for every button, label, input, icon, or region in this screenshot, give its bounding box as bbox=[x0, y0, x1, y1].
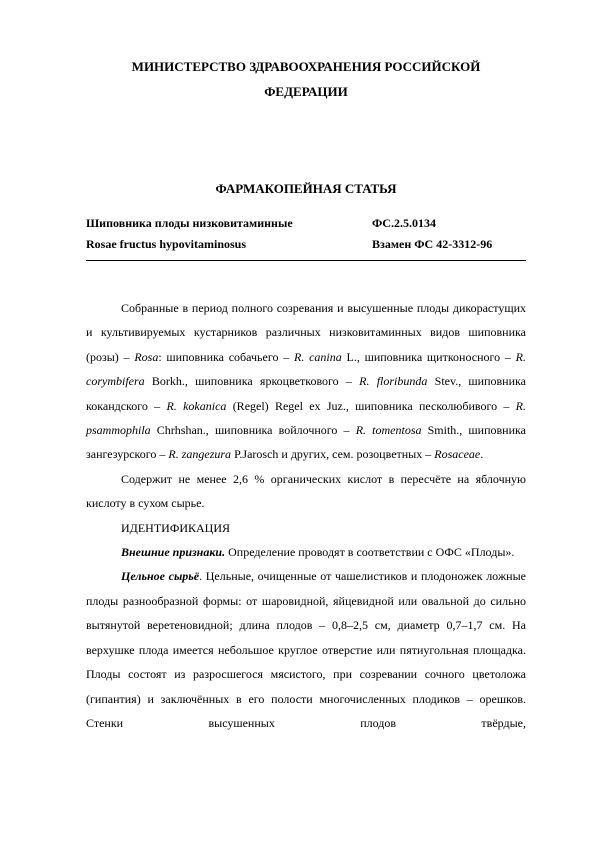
taxon-name: R. zangezura bbox=[168, 447, 232, 462]
paragraph-whole-material bbox=[86, 564, 526, 735]
taxon-name: R. kokanica bbox=[166, 398, 227, 413]
text-run: Определение проводят в соответствии с ОФС «Плоды». bbox=[225, 545, 515, 560]
family-name: Rosaceae bbox=[434, 447, 481, 462]
text-run: Собранные в период полного созревания и высушенные плоды дикорастущих и культивируемых кустарников различных низковитаминных видов шиповника (розы) – bbox=[86, 301, 526, 364]
text-run: (Regel) Regel ex Juz., шиповника песколюбивого – bbox=[226, 398, 516, 413]
header-divider bbox=[86, 260, 526, 261]
text-run: P.Jarosch и других, сем. розоцветных – bbox=[231, 447, 435, 462]
monograph-code: ФС.2.5.0134 bbox=[372, 216, 436, 230]
taxon-name: R. corymbifera bbox=[86, 349, 526, 389]
monograph-name-latin: Rosae fructus hypovitaminosus bbox=[86, 237, 247, 251]
monograph-name-ru: Шиповника плоды низковитаминные bbox=[86, 216, 293, 230]
text-run: L., шиповника щитконосного – bbox=[341, 349, 516, 364]
ministry-line-1: МИНИСТЕРСТВО ЗДРАВООХРАНЕНИЯ РОССИЙСКОЙ bbox=[131, 59, 481, 74]
document-body bbox=[86, 296, 526, 735]
text-run: Smith., шиповника зангезурского – bbox=[86, 423, 526, 462]
taxon-name: R. canina bbox=[293, 349, 342, 364]
paragraph-content: Содержит не менее 2,6 % органических кислот в пересчёте на яблочную кислоту в сухом сырье. bbox=[86, 471, 526, 511]
subsection-label: Внешние признаки. bbox=[121, 545, 226, 560]
text-run: . Цельные, очищенные от чашелистиков и плодоножек ложные плоды разнообразной формы: от шаровидной, яйцевидной или овальной до сильно вытянутой веретеновидной; длина плодов – 0,8–2,5 см, диаметр 0,7–1,7 см. На верхушке плода имеется небольшое круглое отверстие или пятиугольная площадка. Плоды состоят из разросшегося мясистого, при созревании сочного цветоложа (гипантия) и заключённых в его полости многочисленных плодиков – орешков. Стенки высушенных плодов твёрдые, bbox=[86, 569, 526, 730]
paragraph-external-features bbox=[86, 540, 526, 564]
text-run: Borkh., шиповника яркоцветкового – bbox=[144, 374, 360, 389]
taxon-name: R. tomentosa bbox=[355, 423, 422, 438]
section-heading-identification: ИДЕНТИФИКАЦИЯ bbox=[121, 520, 230, 535]
taxon-name: Rosa bbox=[134, 349, 159, 364]
text-run: : шиповника собачьего – bbox=[158, 349, 294, 364]
paragraph-definition bbox=[86, 296, 526, 467]
ministry-line-2: ФЕДЕРАЦИИ bbox=[264, 84, 348, 99]
monograph-replaces: Взамен ФС 42-3312-96 bbox=[372, 237, 493, 251]
taxon-name: R. floribunda bbox=[359, 374, 428, 389]
text-run: Stev., шиповника кокандского – bbox=[86, 374, 526, 413]
ministry-heading bbox=[86, 54, 526, 104]
document-title: ФАРМАКОПЕЙНАЯ СТАТЬЯ bbox=[215, 181, 397, 196]
taxon-name: R. psammophila bbox=[86, 398, 526, 438]
subsection-label: Цельное сырьё bbox=[121, 569, 200, 584]
text-run: Chrhshan., шиповника войлочного – bbox=[150, 423, 356, 438]
text-run: . bbox=[480, 447, 484, 462]
